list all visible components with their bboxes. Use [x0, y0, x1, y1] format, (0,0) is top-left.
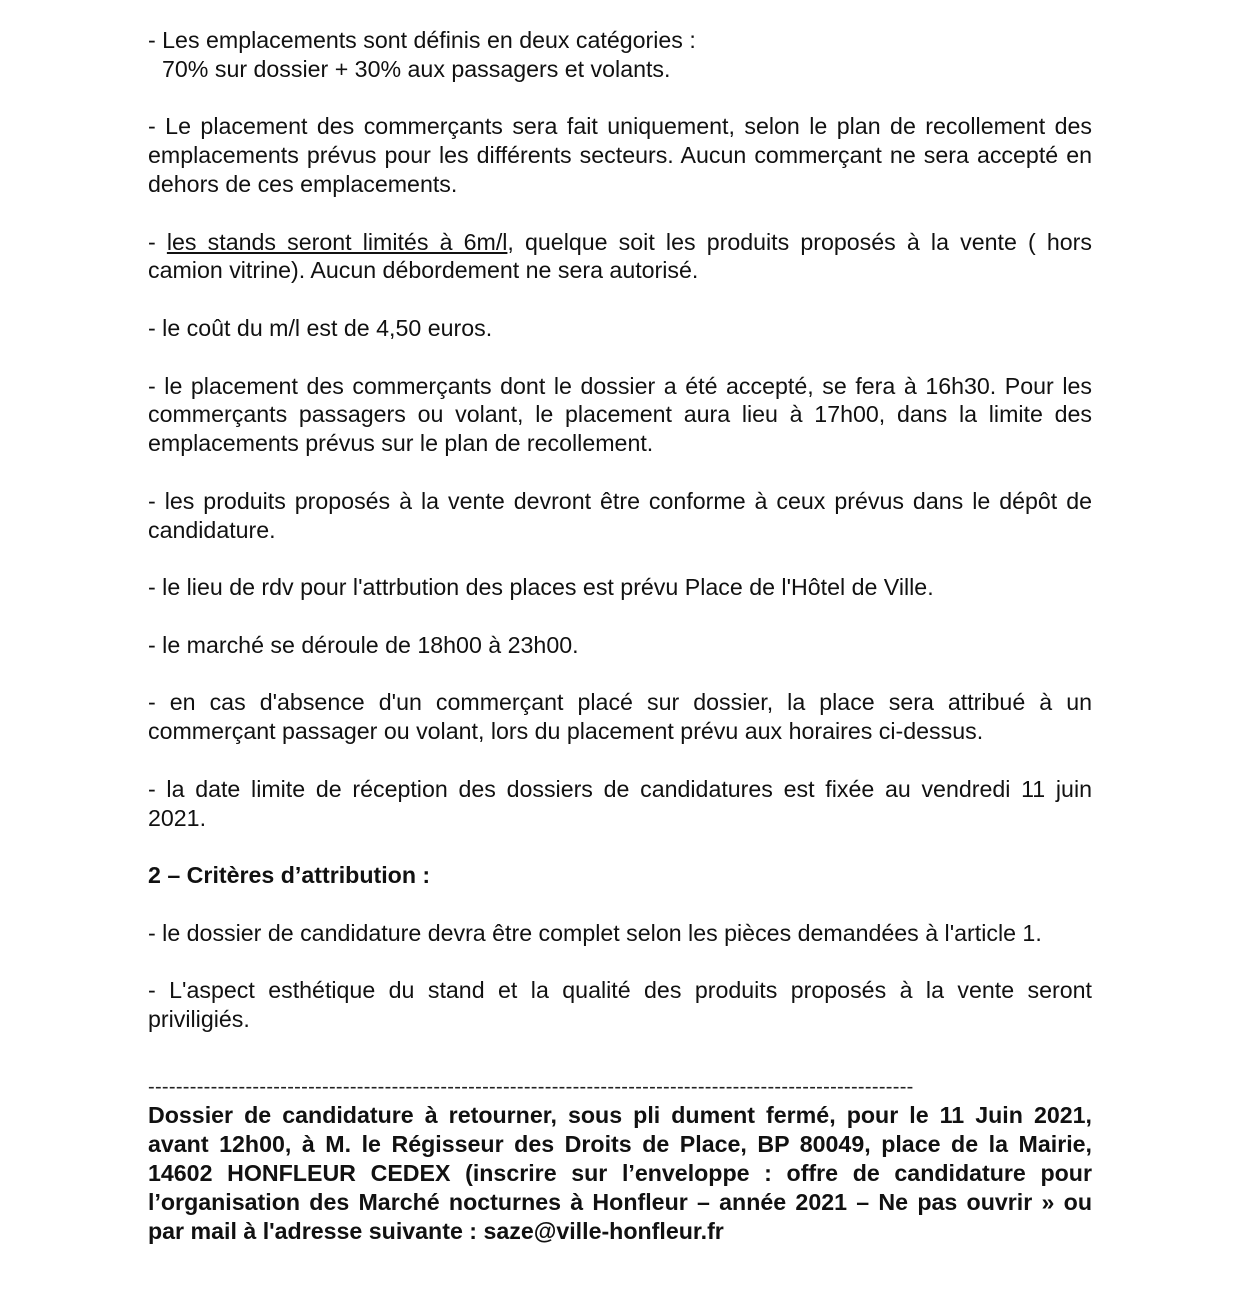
paragraph-line: 70% sur dossier + 30% aux passagers et volants.: [162, 55, 671, 82]
dash-prefix: -: [148, 228, 167, 255]
section-heading: 2 – Critères d’attribution :: [148, 862, 431, 889]
paragraph-absence: - en cas d'absence d'un commerçant placé sur dossier, la place sera attribué à un commerçant passager ou volant, lors du placement prévu aux horaires ci-dessus.: [148, 689, 1092, 745]
paragraph-cost: - le coût du m/l est de 4,50 euros.: [148, 314, 493, 341]
paragraph-schedule-placement: - le placement des commerçants dont le dossier a été accepté, se fera à 16h30. Pour les commerçants passagers ou volant, le placement aura lieu à 17h00, dans la limite des emplacements prévus sur le plan de recollement.: [148, 372, 1092, 457]
paragraph-stand-limits: [148, 228, 1092, 286]
paragraph-complete-dossier: - le dossier de candidature devra être complet selon les pièces demandées à l'article 1.: [148, 919, 1042, 946]
underlined-text: les stands seront limités à 6m/l: [166, 228, 508, 255]
paragraph-line: - Les emplacements sont définis en deux catégories :: [148, 27, 696, 53]
paragraph-placement: - Le placement des commerçants sera fait uniquement, selon le plan de recollement des emplacements prévus pour les différents secteurs. Aucun commerçant ne sera accepté en dehors de ces emplacements.: [148, 113, 1092, 197]
paragraph-rest: , quelque soit les produits proposés à la vente ( hors camion vitrine). Aucun débordement ne sera autorisé.: [148, 228, 1092, 284]
paragraph-market-hours: - le marché se déroule de 18h00 à 23h00.: [148, 631, 579, 658]
paragraph-products: - les produits proposés à la vente devront être conforme à ceux prévus dans le dépôt de candidature.: [148, 487, 1092, 543]
paragraph-deadline: - la date limite de réception des dossiers de candidatures est fixée au vendredi 11 juin 2021.: [148, 775, 1092, 831]
document-page: [148, 26, 1092, 1245]
paragraph-meeting-place: - le lieu de rdv pour l'attrbution des places est prévu Place de l'Hôtel de Ville.: [148, 574, 934, 601]
footer-instructions: Dossier de candidature à retourner, sous pli dument fermé, pour le 11 Juin 2021, avant 12h00, à M. le Régisseur des Droits de Place, BP 80049, place de la Mairie, 14602 HONFLEUR CEDEX (inscrire sur l’enveloppe : offre de candidature pour l’organisation des Marché nocturnes à Honfleur – année 2021 – Ne pas ouvrir » ou par mail à l'adresse suivante : saze@ville-honfleur.fr: [148, 1102, 1092, 1244]
paragraph-aesthetics: - L'aspect esthétique du stand et la qualité des produits proposés à la vente seront priviligiés.: [148, 977, 1092, 1033]
separator-line: --------------------------------------------------------------------------------------------------------------: [148, 1075, 914, 1098]
paragraph-emplacement-categories: [148, 26, 1092, 84]
